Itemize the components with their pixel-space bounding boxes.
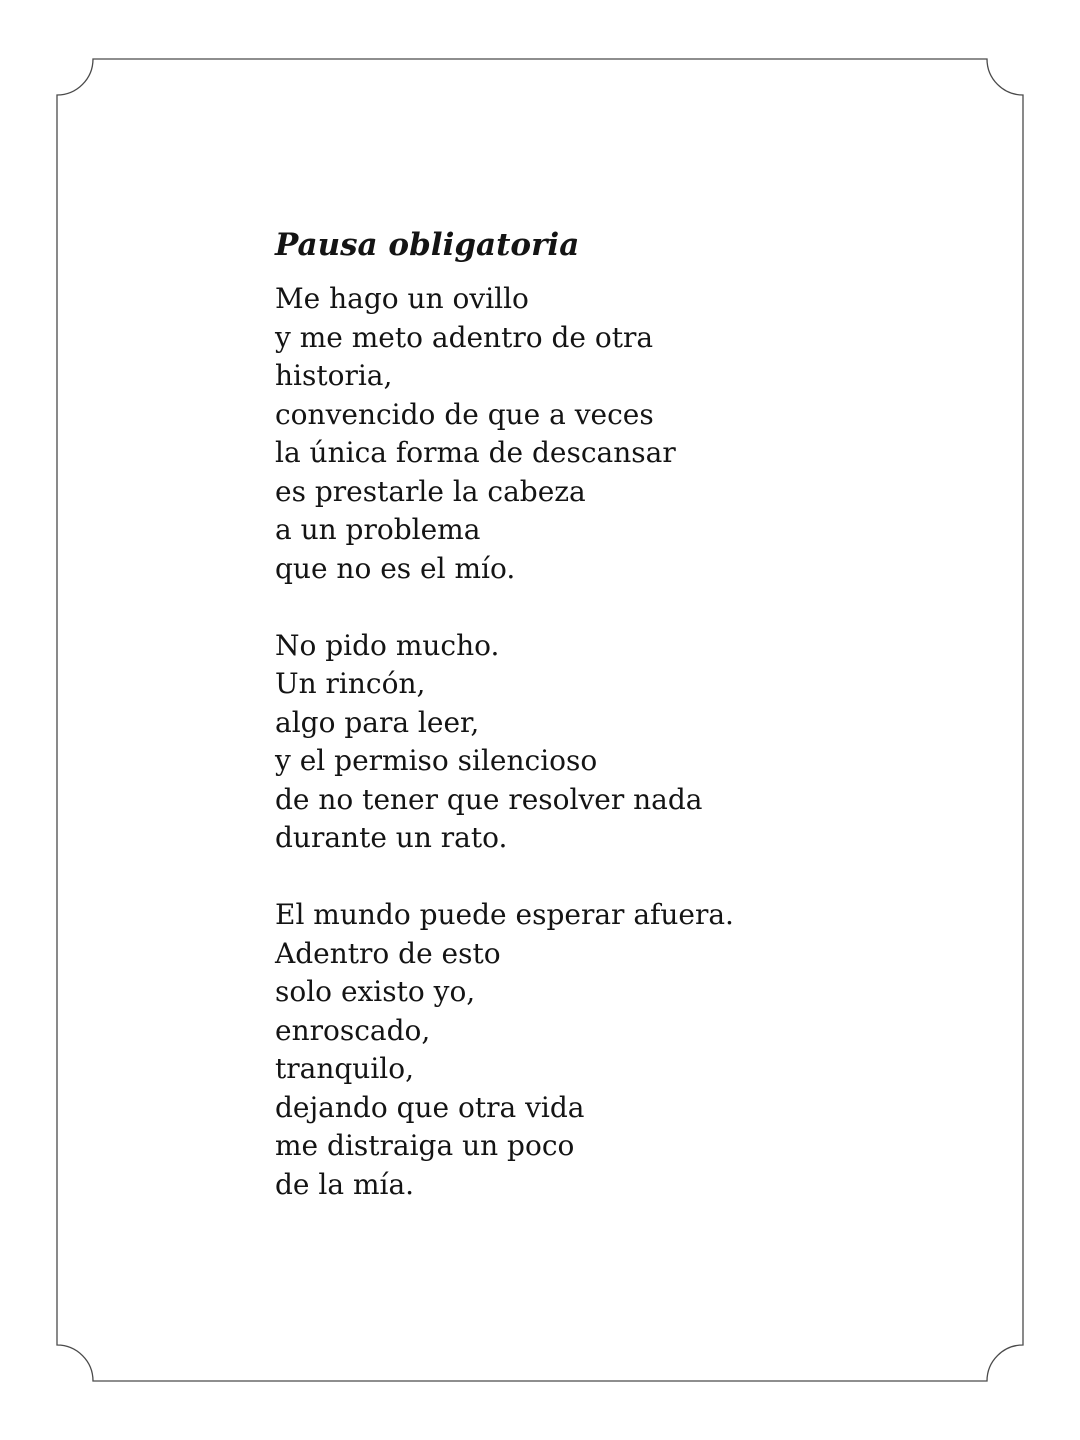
stanza-1 [275, 280, 975, 588]
verse-line: es prestarle la cabeza [275, 474, 586, 508]
verse-line: convencido de que a veces [275, 397, 654, 431]
poem-title: Pausa obligatoria [275, 227, 580, 263]
verse-line: dejando que otra vida [275, 1090, 585, 1124]
verse-line: No pido mucho. [275, 628, 500, 662]
verse-line: que no es el mío. [275, 551, 516, 585]
verse-line: enroscado, [275, 1013, 431, 1047]
verse-line: tranquilo, [275, 1052, 414, 1085]
verse-line: Me hago un ovillo [275, 282, 529, 315]
verse-line: de no tener que resolver nada [275, 782, 703, 816]
stanza-3 [275, 896, 975, 1204]
verse-line: algo para leer, [275, 705, 480, 739]
verse-line: Un rincón, [275, 667, 426, 700]
verse-line: la única forma de descansar [275, 436, 676, 469]
verse-line: me distraiga un poco [275, 1129, 575, 1162]
stanza-2 [275, 627, 975, 858]
verse-line: Adentro de esto [275, 936, 501, 970]
verse-line: solo existo yo, [275, 975, 476, 1008]
verse-line: El mundo puede esperar afuera. [275, 898, 734, 931]
verse-line: y me meto adentro de otra [275, 320, 654, 354]
verse-line: durante un rato. [275, 821, 508, 854]
verse-line: y el permiso silencioso [275, 744, 598, 777]
verse-line: historia, [275, 359, 393, 392]
poem [275, 222, 975, 1204]
verse-line: de la mía. [275, 1167, 415, 1201]
verse-line: a un problema [275, 513, 481, 546]
